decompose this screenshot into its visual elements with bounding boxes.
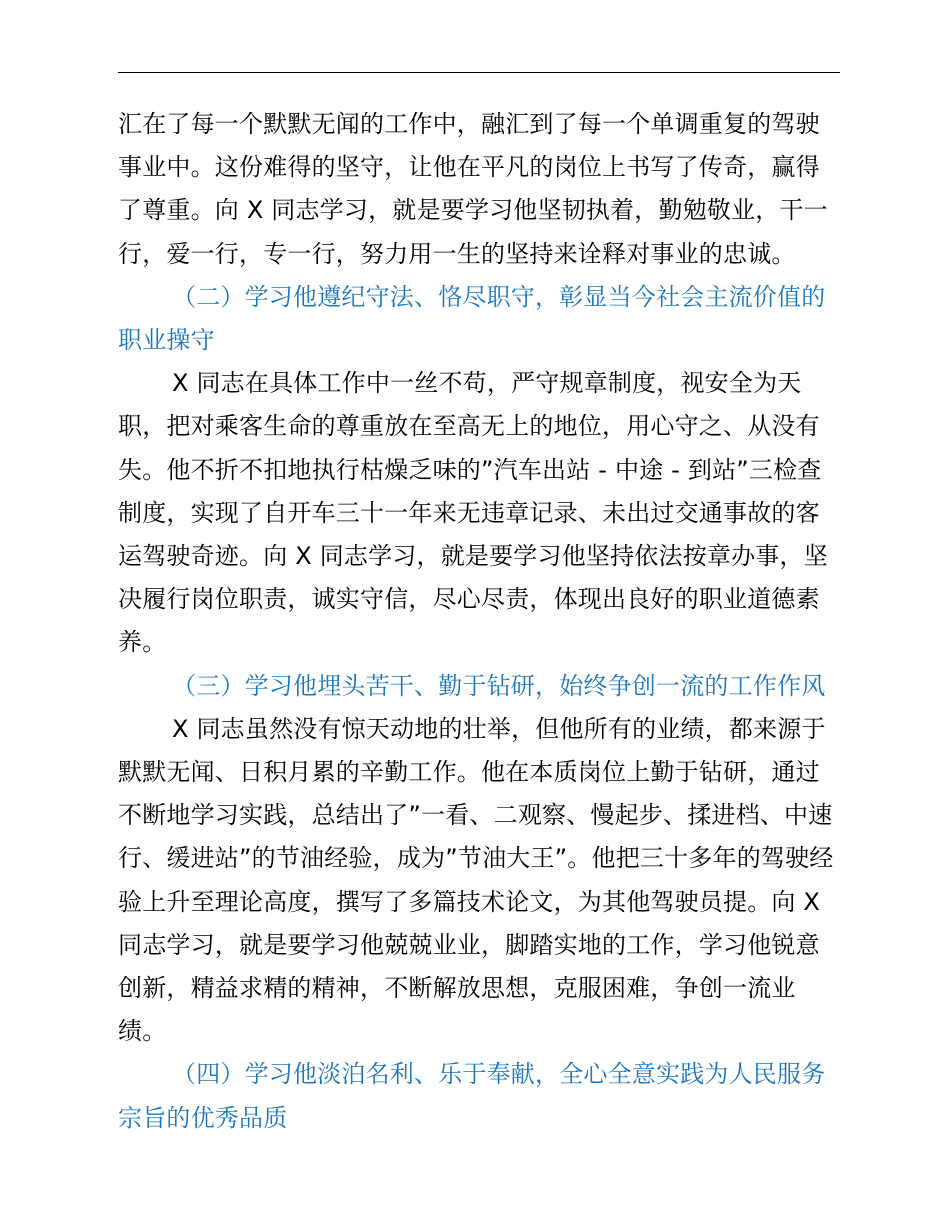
section-heading: （二）学习他遵纪守法、恪尽职守，彰显当今社会主流价值的职业操守 — [118, 282, 826, 355]
section-heading: （三）学习他埋头苦干、勤于钻研，始终争创一流的工作作风 — [172, 671, 826, 700]
header-rule — [118, 72, 840, 73]
section-heading: （四）学习他淡泊名利、乐于奉献，全心全意实践为人民服务宗旨的优秀品质 — [118, 1060, 826, 1132]
document-body — [118, 103, 840, 1140]
body-paragraph: 汇在了每一个默默无闻的工作中，融汇到了每一个单调重复的驾驶事业中。这份难得的坚守，让他在平凡的岗位上书写了传奇，赢得了尊重。向 X 同志学习，就是要学习他坚韧执着，勤勉敬业，干一行，爱一行，专一行，努力用一生的坚持来诠释对事业的忠诚。 — [118, 110, 828, 268]
body-paragraph: X 同志在具体工作中一丝不苟，严守规章制度，视安全为天职，把对乘客生命的尊重放在至高无上的地位，用心守之、从没有失。他不折不扣地执行枯燥乏味的”汽车出站 - 中途 - 到站”三检查制度，实现了自开车三十一年来无违章记录、未出过交通事故的客运驾驶奇迹。向 X 同志学习，就是要学习他坚持依法按章办事，坚决履行岗位职责，诚实守信，尽心尽责，体现出良好的职业道德素养。 — [118, 369, 828, 657]
body-paragraph: X 同志虽然没有惊天动地的壮举，但他所有的业绩，都来源于默默无闻、日积月累的辛勤工作。他在本质岗位上勤于钻研，通过不断地学习实践，总结出了”一看、二观察、慢起步、揉进档、中速行、缓进站”的节油经验，成为”节油大王”。他把三十多年的驾驶经验上升至理论高度，撰写了多篇技术论文，为其他驾驶员提。向 X 同志学习，就是要学习他兢兢业业，脚踏实地的工作，学习他锐意创新，精益求精的精神，不断解放思想，克服困难，争创一流业绩。 — [118, 714, 834, 1046]
